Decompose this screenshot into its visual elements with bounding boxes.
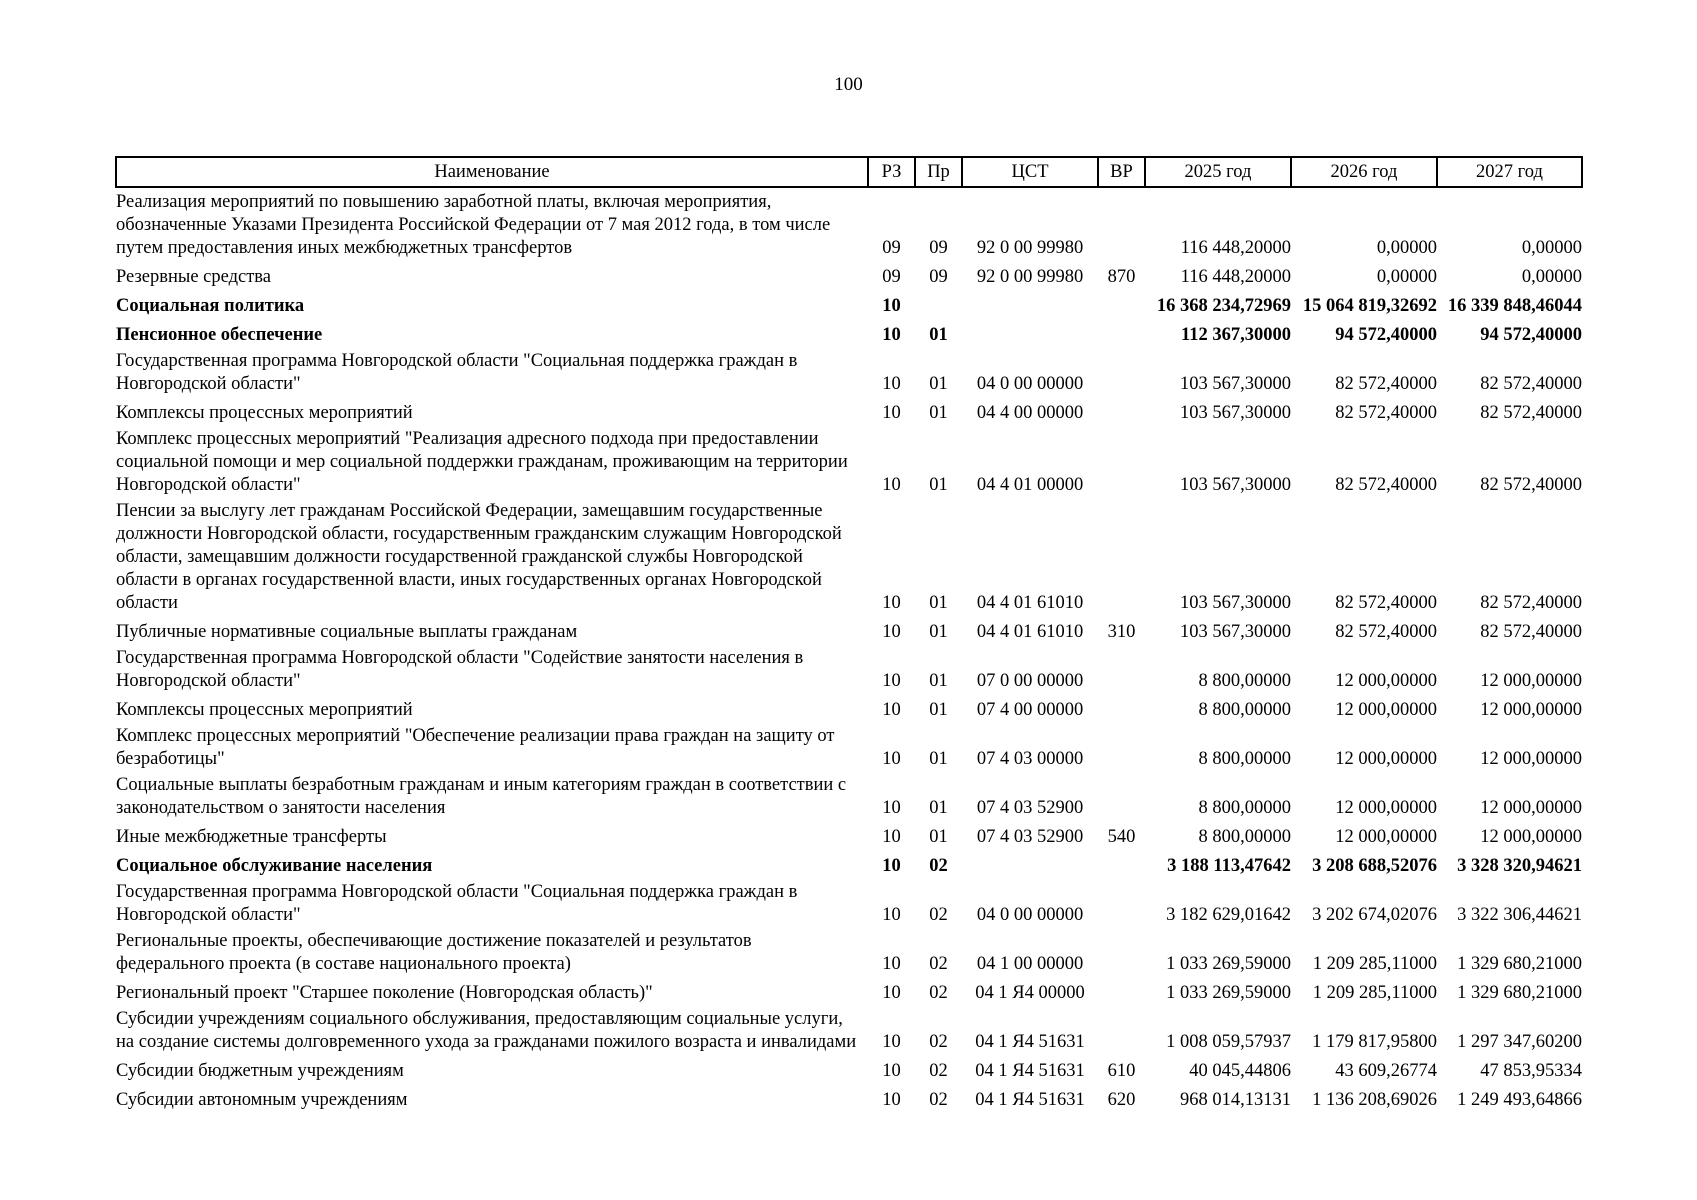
cell-2025: 116 448,20000: [1180, 267, 1291, 287]
cell-vr: [1098, 976, 1145, 1005]
cell-rz: 10: [882, 749, 901, 769]
cell-name: Социальные выплаты безработным гражданам и иным категориям граждан в соответствии с законодательством о занятости населения: [116, 775, 847, 818]
cell-cst: 04 1 Я4 51631: [975, 1061, 1085, 1081]
cell-2026: 1 209 285,11000: [1312, 954, 1437, 974]
cell-2025: 8 800,00000: [1198, 798, 1291, 818]
cell-2025: 3 182 629,01642: [1166, 905, 1291, 925]
cell-rz: 10: [882, 905, 901, 925]
cell-2026: 82 572,40000: [1335, 593, 1437, 613]
cell-cst: 04 4 01 61010: [976, 593, 1084, 613]
cell-cst: 04 1 Я4 51631: [975, 1032, 1085, 1052]
cell-rz: 10: [882, 1090, 901, 1110]
table-row: [116, 347, 1582, 396]
cell-rz: 10: [882, 827, 901, 847]
cell-cst: 04 4 01 61010: [976, 622, 1084, 642]
cell-pr: [915, 289, 962, 318]
cell-rz: 10: [882, 798, 901, 818]
cell-name: Государственная программа Новгородской области "Социальная поддержка граждан в Новгородской области": [116, 351, 798, 394]
cell-rz: 10: [882, 475, 901, 495]
cell-2027: 47 853,95334: [1480, 1061, 1582, 1081]
cell-2025: 103 567,30000: [1180, 403, 1291, 423]
table-row: [116, 820, 1582, 849]
cell-rz: 10: [882, 983, 901, 1003]
cell-pr: 02: [929, 1061, 948, 1081]
cell-name: Субсидии автономным учреждениям: [116, 1090, 408, 1110]
cell-pr: 09: [929, 267, 948, 287]
cell-rz: 10: [882, 403, 901, 423]
cell-vr: 610: [1107, 1061, 1136, 1081]
cell-rz: 10: [882, 856, 901, 876]
cell-vr: 870: [1107, 267, 1136, 287]
cell-name: Государственная программа Новгородской области "Содействие занятости населения в Новгородской области": [116, 648, 804, 691]
cell-2025: 1 008 059,57937: [1166, 1032, 1291, 1052]
header-name: Наименование: [116, 157, 868, 187]
cell-rz: 10: [882, 593, 901, 613]
cell-rz: 10: [882, 1032, 901, 1052]
cell-pr: 01: [929, 827, 948, 847]
cell-name: Социальное обслуживание населения: [116, 856, 433, 876]
cell-pr: 01: [929, 325, 948, 345]
cell-rz: 10: [882, 296, 901, 316]
cell-name: Комплекс процессных мероприятий "Обеспечение реализации права граждан на защиту от безработицы": [116, 726, 835, 769]
table-row: [116, 289, 1582, 318]
cell-name: Реализация мероприятий по повышению заработной платы, включая мероприятия, обозначенные Указами Президента Российской Федерации от 7 мая 2012 года, в том числе путем предоставления иных межбюджетных трансфертов: [116, 192, 831, 258]
cell-2026: 3 202 674,02076: [1312, 905, 1437, 925]
cell-2026: 43 609,26774: [1335, 1061, 1437, 1081]
cell-2027: 12 000,00000: [1480, 749, 1582, 769]
table-row: [116, 693, 1582, 722]
cell-name: Публичные нормативные социальные выплаты гражданам: [116, 622, 578, 642]
cell-2026: 12 000,00000: [1335, 671, 1437, 691]
cell-2026: 12 000,00000: [1335, 749, 1437, 769]
cell-rz: 09: [882, 267, 901, 287]
cell-name: Социальная политика: [116, 296, 305, 316]
cell-vr: [1098, 771, 1145, 820]
cell-pr: 01: [929, 622, 948, 642]
cell-vr: [1098, 878, 1145, 927]
cell-2025: 103 567,30000: [1180, 593, 1291, 613]
header-2026: 2026 год: [1291, 157, 1437, 187]
cell-rz: 10: [882, 671, 901, 691]
table-row: [116, 927, 1582, 976]
cell-vr: [1098, 396, 1145, 425]
cell-cst: 04 0 00 00000: [976, 374, 1084, 394]
cell-2026: 1 136 208,69026: [1312, 1090, 1437, 1110]
cell-2027: 0,00000: [1521, 238, 1582, 258]
cell-2026: 12 000,00000: [1335, 798, 1437, 818]
cell-cst: 04 4 01 00000: [976, 475, 1084, 495]
cell-cst: 07 4 03 00000: [976, 749, 1084, 769]
table-row: [116, 771, 1582, 820]
cell-2025: 103 567,30000: [1180, 475, 1291, 495]
cell-vr: [1098, 425, 1145, 497]
table-header-row: [116, 157, 1582, 187]
table-row: [116, 497, 1582, 615]
cell-cst: 04 4 00 00000: [976, 403, 1084, 423]
budget-table: [115, 156, 1583, 1112]
cell-pr: 01: [929, 671, 948, 691]
cell-name: Государственная программа Новгородской области "Социальная поддержка граждан в Новгородской области": [116, 882, 798, 925]
cell-cst: 04 1 Я4 00000: [975, 983, 1085, 1003]
header-2027: 2027 год: [1437, 157, 1582, 187]
cell-vr: [1098, 289, 1145, 318]
cell-cst: 92 0 00 99980: [976, 238, 1084, 258]
cell-2025: 968 014,13131: [1180, 1090, 1291, 1110]
cell-name: Комплекс процессных мероприятий "Реализация адресного подхода при предоставлении социальной помощи и мер социальной поддержки гражданам, проживающим на территории Новгородской области": [116, 429, 848, 495]
cell-pr: 01: [929, 374, 948, 394]
cell-2026: 82 572,40000: [1335, 374, 1437, 394]
cell-pr: 01: [929, 798, 948, 818]
cell-cst: 07 4 00 00000: [976, 700, 1084, 720]
cell-2025: 16 368 234,72969: [1156, 296, 1291, 316]
table-row: [116, 1083, 1582, 1112]
cell-vr: [1098, 497, 1145, 615]
cell-vr: [1098, 644, 1145, 693]
cell-vr: [1098, 318, 1145, 347]
cell-pr: 01: [929, 749, 948, 769]
cell-name: Субсидии бюджетным учреждениям: [116, 1061, 404, 1081]
cell-2027: 12 000,00000: [1480, 671, 1582, 691]
cell-pr: 02: [929, 983, 948, 1003]
cell-2027: 1 249 493,64866: [1457, 1090, 1582, 1110]
cell-2026: 15 064 819,32692: [1302, 296, 1437, 316]
cell-2026: 82 572,40000: [1335, 403, 1437, 423]
header-cst: ЦСТ: [962, 157, 1098, 187]
table-row: [116, 1054, 1582, 1083]
cell-2026: 3 208 688,52076: [1312, 856, 1437, 876]
cell-name: Пенсионное обеспечение: [116, 325, 323, 345]
cell-rz: 09: [882, 238, 901, 258]
cell-cst: [962, 849, 1098, 878]
page-number: 100: [834, 74, 863, 95]
cell-cst: 07 4 03 52900: [976, 827, 1084, 847]
cell-cst: 04 1 Я4 51631: [975, 1090, 1085, 1110]
cell-vr: [1098, 849, 1145, 878]
cell-vr: 620: [1107, 1090, 1136, 1110]
cell-2027: 1 329 680,21000: [1457, 954, 1582, 974]
cell-2025: 8 800,00000: [1198, 671, 1291, 691]
cell-2027: 16 339 848,46044: [1447, 296, 1582, 316]
cell-2025: 40 045,44806: [1189, 1061, 1291, 1081]
cell-rz: 10: [882, 622, 901, 642]
cell-2025: 3 188 113,47642: [1167, 856, 1291, 876]
header-vr: ВР: [1098, 157, 1145, 187]
cell-pr: 01: [929, 475, 948, 495]
cell-2026: 1 179 817,95800: [1312, 1032, 1437, 1052]
table-row: [116, 722, 1582, 771]
table-body: [116, 187, 1582, 1112]
cell-2027: 82 572,40000: [1480, 593, 1582, 613]
table-row: [116, 425, 1582, 497]
cell-2026: 82 572,40000: [1335, 622, 1437, 642]
cell-2025: 8 800,00000: [1198, 700, 1291, 720]
cell-2026: 0,00000: [1376, 267, 1437, 287]
cell-pr: 02: [929, 1090, 948, 1110]
cell-2027: 94 572,40000: [1480, 325, 1582, 345]
cell-pr: 01: [929, 700, 948, 720]
cell-cst: 92 0 00 99980: [976, 267, 1084, 287]
table-row: [116, 187, 1582, 260]
table-row: [116, 1005, 1582, 1054]
cell-2027: 12 000,00000: [1480, 827, 1582, 847]
cell-2027: 12 000,00000: [1480, 798, 1582, 818]
cell-2025: 8 800,00000: [1198, 827, 1291, 847]
cell-name: Иные межбюджетные трансферты: [116, 827, 387, 847]
cell-2026: 1 209 285,11000: [1312, 983, 1437, 1003]
cell-2027: 3 322 306,44621: [1457, 905, 1582, 925]
cell-2026: 82 572,40000: [1335, 475, 1437, 495]
cell-rz: 10: [882, 700, 901, 720]
cell-2026: 12 000,00000: [1335, 700, 1437, 720]
cell-pr: 09: [929, 238, 948, 258]
table-row: [116, 644, 1582, 693]
cell-2026: 0,00000: [1376, 238, 1437, 258]
cell-2025: 103 567,30000: [1180, 374, 1291, 394]
cell-2027: 1 297 347,60200: [1457, 1032, 1582, 1052]
cell-vr: 540: [1107, 827, 1136, 847]
table-row: [116, 396, 1582, 425]
cell-2027: 82 572,40000: [1480, 475, 1582, 495]
cell-rz: 10: [882, 325, 901, 345]
cell-cst: 04 0 00 00000: [976, 905, 1084, 925]
cell-name: Комплексы процессных мероприятий: [116, 700, 413, 720]
cell-name: Комплексы процессных мероприятий: [116, 403, 413, 423]
cell-2025: 116 448,20000: [1180, 238, 1291, 258]
cell-cst: 07 0 00 00000: [976, 671, 1084, 691]
cell-vr: 310: [1107, 622, 1136, 642]
cell-cst: 07 4 03 52900: [976, 798, 1084, 818]
cell-pr: 02: [929, 954, 948, 974]
table-row: [116, 615, 1582, 644]
cell-2025: 8 800,00000: [1198, 749, 1291, 769]
cell-cst: [962, 289, 1098, 318]
cell-vr: [1098, 187, 1145, 260]
table-row: [116, 976, 1582, 1005]
cell-vr: [1098, 1005, 1145, 1054]
cell-name: Субсидии учреждениям социального обслуживания, предоставляющим социальные услуги, на создание системы долговременного ухода за гражданами пожилого возраста и инвалидами: [116, 1009, 857, 1052]
cell-2025: 103 567,30000: [1180, 622, 1291, 642]
cell-2027: 0,00000: [1521, 267, 1582, 287]
cell-name: Региональный проект "Старшее поколение (Новгородская область)": [116, 983, 653, 1003]
cell-2025: 112 367,30000: [1181, 325, 1291, 345]
cell-vr: [1098, 927, 1145, 976]
cell-pr: 02: [929, 1032, 948, 1052]
cell-cst: [962, 318, 1098, 347]
cell-2027: 82 572,40000: [1480, 374, 1582, 394]
cell-rz: 10: [882, 374, 901, 394]
cell-vr: [1098, 347, 1145, 396]
cell-2026: 94 572,40000: [1335, 325, 1437, 345]
cell-vr: [1098, 693, 1145, 722]
cell-pr: 02: [929, 856, 948, 876]
cell-cst: 04 1 00 00000: [976, 954, 1084, 974]
table-row: [116, 878, 1582, 927]
table-row: [116, 849, 1582, 878]
cell-2027: 3 328 320,94621: [1457, 856, 1582, 876]
cell-2027: 1 329 680,21000: [1457, 983, 1582, 1003]
cell-rz: 10: [882, 1061, 901, 1081]
cell-pr: 01: [929, 403, 948, 423]
cell-2027: 82 572,40000: [1480, 622, 1582, 642]
table-row: [116, 318, 1582, 347]
cell-name: Региональные проекты, обеспечивающие достижение показателей и результатов федерального проекта (в составе национального проекта): [116, 931, 752, 974]
cell-2027: 12 000,00000: [1480, 700, 1582, 720]
cell-pr: 02: [929, 905, 948, 925]
cell-2027: 82 572,40000: [1480, 403, 1582, 423]
cell-name: Пенсии за выслугу лет гражданам Российской Федерации, замещавшим государственные должности Новгородской области, государственным гражданским служащим Новгородской области, замещавшим должности государственной гражданской службы Новгородской области в органах государственной власти, иных государственных органах Новгородской области: [116, 501, 842, 613]
cell-rz: 10: [882, 954, 901, 974]
cell-2025: 1 033 269,59000: [1166, 983, 1291, 1003]
header-pr: Пр: [915, 157, 962, 187]
cell-vr: [1098, 722, 1145, 771]
cell-2026: 12 000,00000: [1335, 827, 1437, 847]
table-row: [116, 260, 1582, 289]
header-2025: 2025 год: [1145, 157, 1291, 187]
cell-pr: 01: [929, 593, 948, 613]
cell-2025: 1 033 269,59000: [1166, 954, 1291, 974]
cell-name: Резервные средства: [116, 267, 271, 287]
header-rz: РЗ: [868, 157, 915, 187]
